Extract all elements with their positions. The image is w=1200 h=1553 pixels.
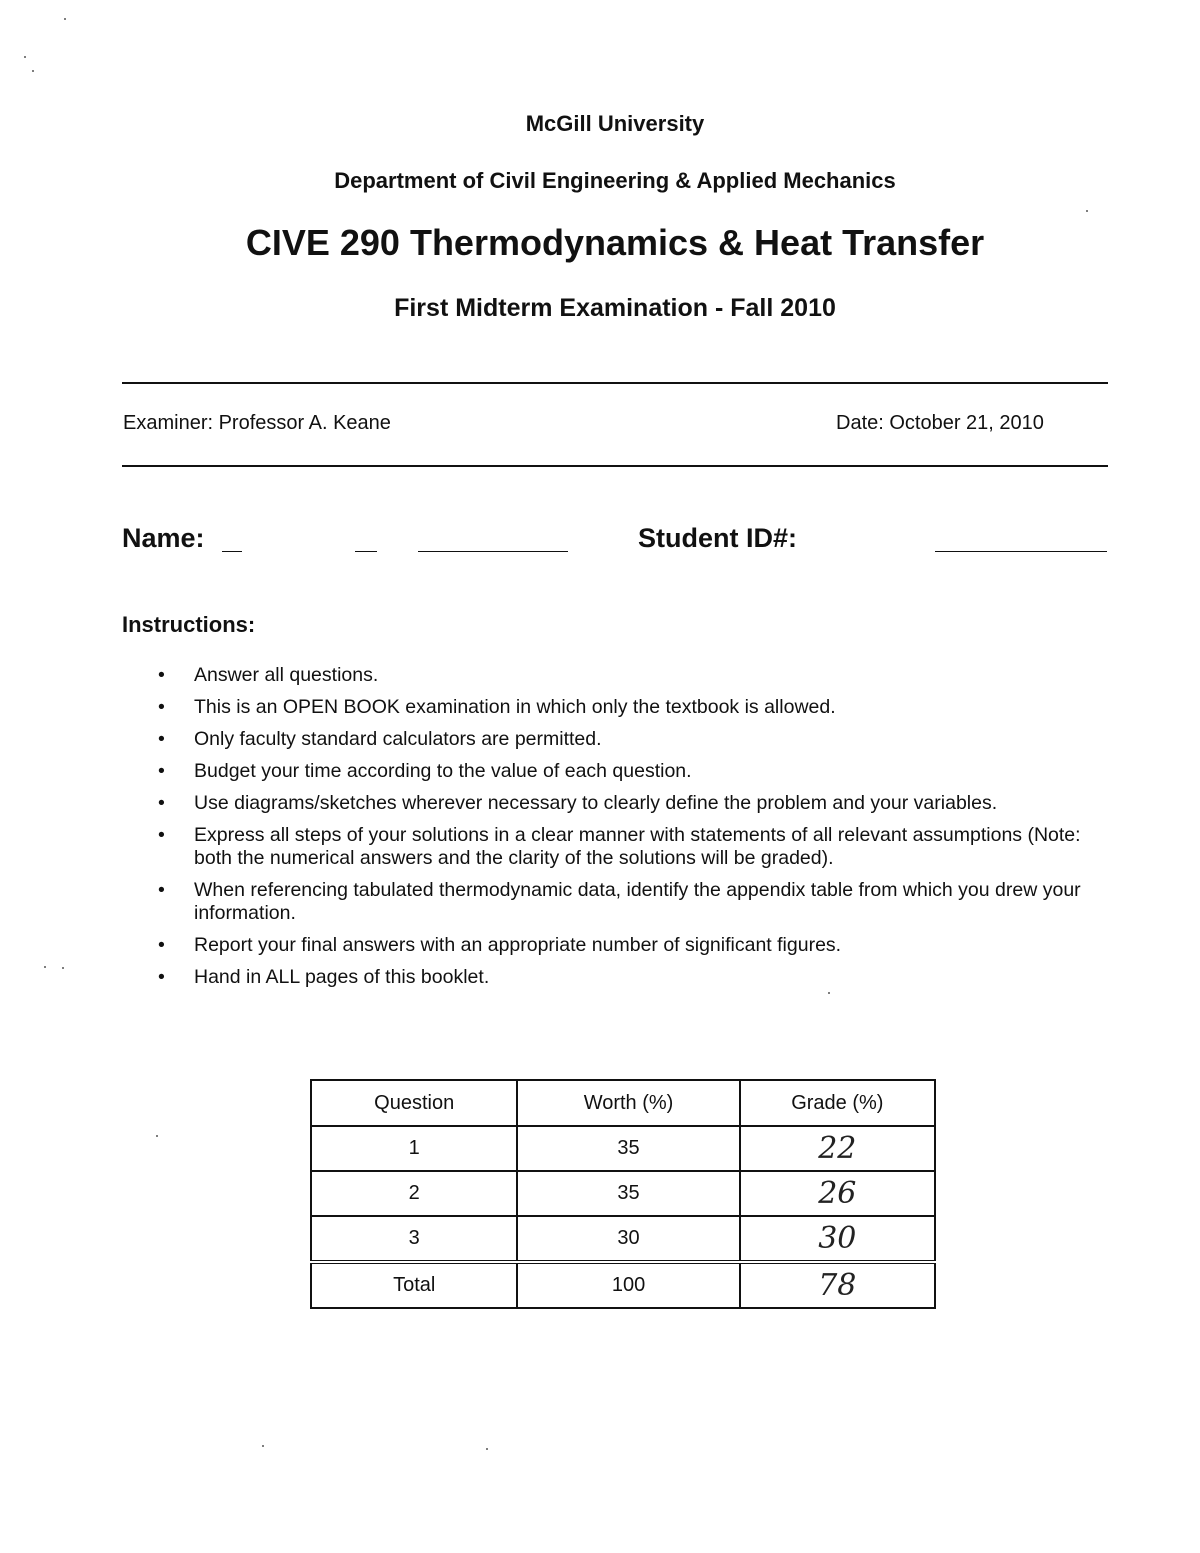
course-title: CIVE 290 Thermodynamics & Heat Transfer bbox=[245, 222, 985, 263]
grade-table bbox=[310, 1079, 936, 1309]
bullet-icon: • bbox=[158, 966, 165, 988]
question-worth: 35 bbox=[517, 1171, 739, 1216]
bullet-icon: • bbox=[158, 792, 165, 814]
bullet-icon: • bbox=[158, 824, 165, 846]
instruction-item: • Answer all questions. bbox=[158, 664, 379, 686]
instruction-item: • Report your final answers with an appropriate number of significant figures. bbox=[158, 934, 842, 956]
student-id-field[interactable] bbox=[935, 551, 1107, 552]
handwritten-grade: 26 bbox=[740, 1171, 935, 1216]
scan-speck bbox=[156, 1135, 158, 1137]
exam-title: First Midterm Examination - Fall 2010 bbox=[394, 294, 836, 322]
scan-speck bbox=[262, 1445, 264, 1447]
table-row bbox=[311, 1126, 935, 1171]
bullet-icon: • bbox=[158, 879, 165, 901]
bottom-divider bbox=[122, 465, 1108, 467]
name-field-mark bbox=[355, 551, 377, 552]
bullet-icon: • bbox=[158, 696, 165, 718]
question-number: 3 bbox=[311, 1216, 517, 1262]
column-header-grade: Grade (%) bbox=[740, 1080, 935, 1126]
name-label: Name: bbox=[122, 523, 205, 553]
scan-speck bbox=[24, 56, 26, 58]
bullet-icon: • bbox=[158, 728, 165, 750]
instruction-item: • Budget your time according to the value of each question. bbox=[158, 760, 692, 782]
top-divider bbox=[122, 382, 1108, 384]
table-header-row bbox=[311, 1080, 935, 1126]
scan-speck bbox=[64, 18, 66, 20]
table-row bbox=[311, 1216, 935, 1262]
handwritten-total-grade: 78 bbox=[740, 1262, 935, 1308]
question-worth: 35 bbox=[517, 1126, 739, 1171]
university-name: McGill University bbox=[525, 111, 705, 136]
scan-speck bbox=[32, 70, 34, 72]
instructions-list bbox=[158, 664, 1118, 998]
scan-speck bbox=[828, 992, 830, 994]
total-row bbox=[311, 1262, 935, 1308]
department-name: Department of Civil Engineering & Applied Mechanics bbox=[334, 168, 896, 193]
total-worth: 100 bbox=[517, 1262, 739, 1308]
exam-date: Date: October 21, 2010 bbox=[836, 412, 1044, 434]
scan-speck bbox=[1086, 210, 1088, 212]
bullet-icon: • bbox=[158, 664, 165, 686]
scan-speck bbox=[44, 966, 46, 968]
handwritten-grade: 22 bbox=[740, 1126, 935, 1171]
question-number: 1 bbox=[311, 1126, 517, 1171]
question-worth: 30 bbox=[517, 1216, 739, 1262]
total-label: Total bbox=[311, 1262, 517, 1308]
scan-speck bbox=[486, 1448, 488, 1450]
instruction-item: • When referencing tabulated thermodynamic data, identify the appendix table from which you drew your information. bbox=[158, 879, 1081, 924]
table-row bbox=[311, 1171, 935, 1216]
instruction-item: • Express all steps of your solutions in a clear manner with statements of all relevant assumptions (Note: both the numerical answers and the clarity of the solutions will be graded). bbox=[158, 824, 1081, 869]
name-field[interactable] bbox=[418, 551, 568, 552]
instruction-item: • Use diagrams/sketches wherever necessary to clearly define the problem and your variables. bbox=[158, 792, 998, 814]
instruction-item: • Only faculty standard calculators are permitted. bbox=[158, 728, 602, 750]
column-header-worth: Worth (%) bbox=[517, 1080, 739, 1126]
question-number: 2 bbox=[311, 1171, 517, 1216]
bullet-icon: • bbox=[158, 760, 165, 782]
student-id-label: Student ID#: bbox=[638, 523, 797, 553]
bullet-icon: • bbox=[158, 934, 165, 956]
handwritten-grade: 30 bbox=[740, 1216, 935, 1262]
scan-speck bbox=[62, 967, 64, 969]
name-field-mark bbox=[222, 551, 242, 552]
instruction-item: • Hand in ALL pages of this booklet. bbox=[158, 966, 490, 988]
instructions-heading: Instructions: bbox=[122, 612, 256, 637]
instruction-item: • This is an OPEN BOOK examination in which only the textbook is allowed. bbox=[158, 696, 836, 718]
column-header-question: Question bbox=[311, 1080, 517, 1126]
examiner: Examiner: Professor A. Keane bbox=[123, 412, 391, 434]
